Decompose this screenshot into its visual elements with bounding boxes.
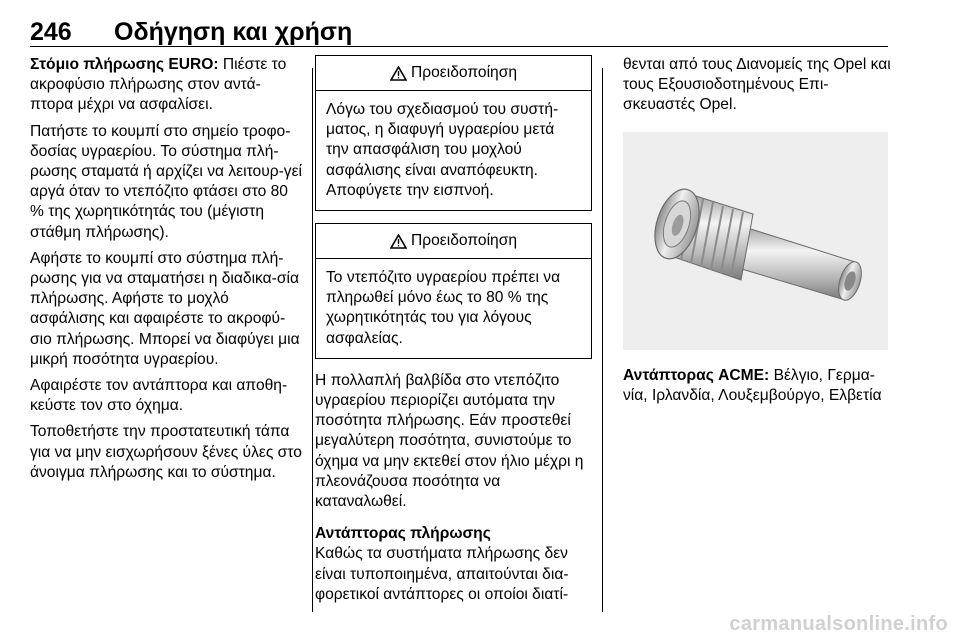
paragraph: Καθώς τα συστήματα πλήρωσης δεν είναι τυποποιημένα, απαιτούνται δια-φορετικοί αντάπτορες οι οποίοι διατί-	[315, 545, 569, 603]
warning-box	[315, 223, 592, 359]
paragraph: Αφαιρέστε τον αντάπτορα και αποθη-κεύστε τον στο όχημα.	[30, 377, 288, 415]
column-right	[623, 55, 893, 412]
warning-header	[316, 56, 591, 91]
page-title: Οδήγηση και χρήση	[114, 18, 353, 46]
paragraph: Τοποθετήστε την προστατευτική τάπα για να μην εισχωρήσουν ξένες ύλες στο άνοιγμα πλήρωσης και το σύστημα.	[30, 423, 302, 481]
caption-lead: Αντάπτορας ACME:	[623, 366, 770, 384]
column-divider	[312, 68, 313, 612]
section-heading: Αντάπτορας πλήρωσης	[315, 525, 491, 543]
paragraph: Πατήστε το κουμπί στο σημείο τροφο-δοσίας υγραερίου. Το σύστημα πλή-ρωσης σταματά ή αρχίζει να λειτουρ-γεί αργά όταν το ντεπόζιτο φτάσει στο 80 % της χωρητικότητάς του (μέγιστη στάθμη πλήρωσης).	[30, 122, 302, 241]
column-middle	[315, 55, 592, 611]
paragraph-lead: Στόμιο πλήρωσης EURO:	[30, 56, 219, 73]
paragraph: Η πολλαπλή βαλβίδα στο ντεπόζιτο υγραερίου περιορίζει αυτόματα την ποσότητα πλήρωσης. Εάν προστεθεί μεγαλύτερη ποσότητα, συνιστούμε το όχημα να μην εκτεθεί στον ήλιο μέχρι η πλεονάζουσα ποσότητα να καταναλωθεί.	[315, 371, 584, 511]
warning-icon	[390, 66, 407, 81]
paragraph: Αφήστε το κουμπί στο σύστημα πλή-ρωσης για να σταματήσει η διαδικα-σία πλήρωσης. Αφήστε το μοχλό ασφάλισης και αφαιρέστε το ακροφύ-σιο πλήρωσης. Μπορεί να διαφύγει μια μικρή ποσότητα υγραερίου.	[30, 249, 300, 368]
warning-header	[316, 224, 591, 259]
paragraph: θενται από τους Διανομείς της Opel και τους Εξουσιοδοτημένους Επι-σκευαστές Opel.	[623, 56, 891, 114]
page-number: 246	[30, 18, 72, 46]
image-caption	[623, 366, 893, 406]
column-left	[30, 55, 302, 489]
page-header	[30, 18, 888, 47]
column-divider	[602, 68, 603, 612]
watermark-logo: carmanualsonline.info	[729, 613, 948, 635]
warning-icon	[390, 234, 407, 249]
caption-text: Βέλγιο, Γερμα-νία, Ιρλανδία, Λουξεμβούργο, Ελβετία	[623, 366, 882, 404]
paragraph-text: Πιέστε το ακροφύσιο πλήρωσης στον αντά-πτορα μέχρι να ασφαλίσει.	[30, 56, 287, 114]
warning-title: Προειδοποίηση	[411, 231, 517, 249]
warning-title: Προειδοποίηση	[411, 63, 517, 81]
warning-box	[315, 55, 592, 211]
acme-adapter-illustration	[623, 132, 888, 350]
warning-text: Το ντεπόζιτο υγραερίου πρέπει να πληρωθεί μόνο έως το 80 % της χωρητικότητάς του για λόγους ασφαλείας.	[326, 269, 561, 347]
paragraph	[30, 55, 302, 116]
adapter-image	[623, 132, 888, 350]
warning-text: Λόγω του σχεδιασμού του συστή-ματος, η διαφυγή υγραερίου μετά την απασφάλιση του μοχλού ασφάλισης είναι αναπόφευκτη. Αποφύγετε την εισπνοή.	[326, 101, 559, 199]
